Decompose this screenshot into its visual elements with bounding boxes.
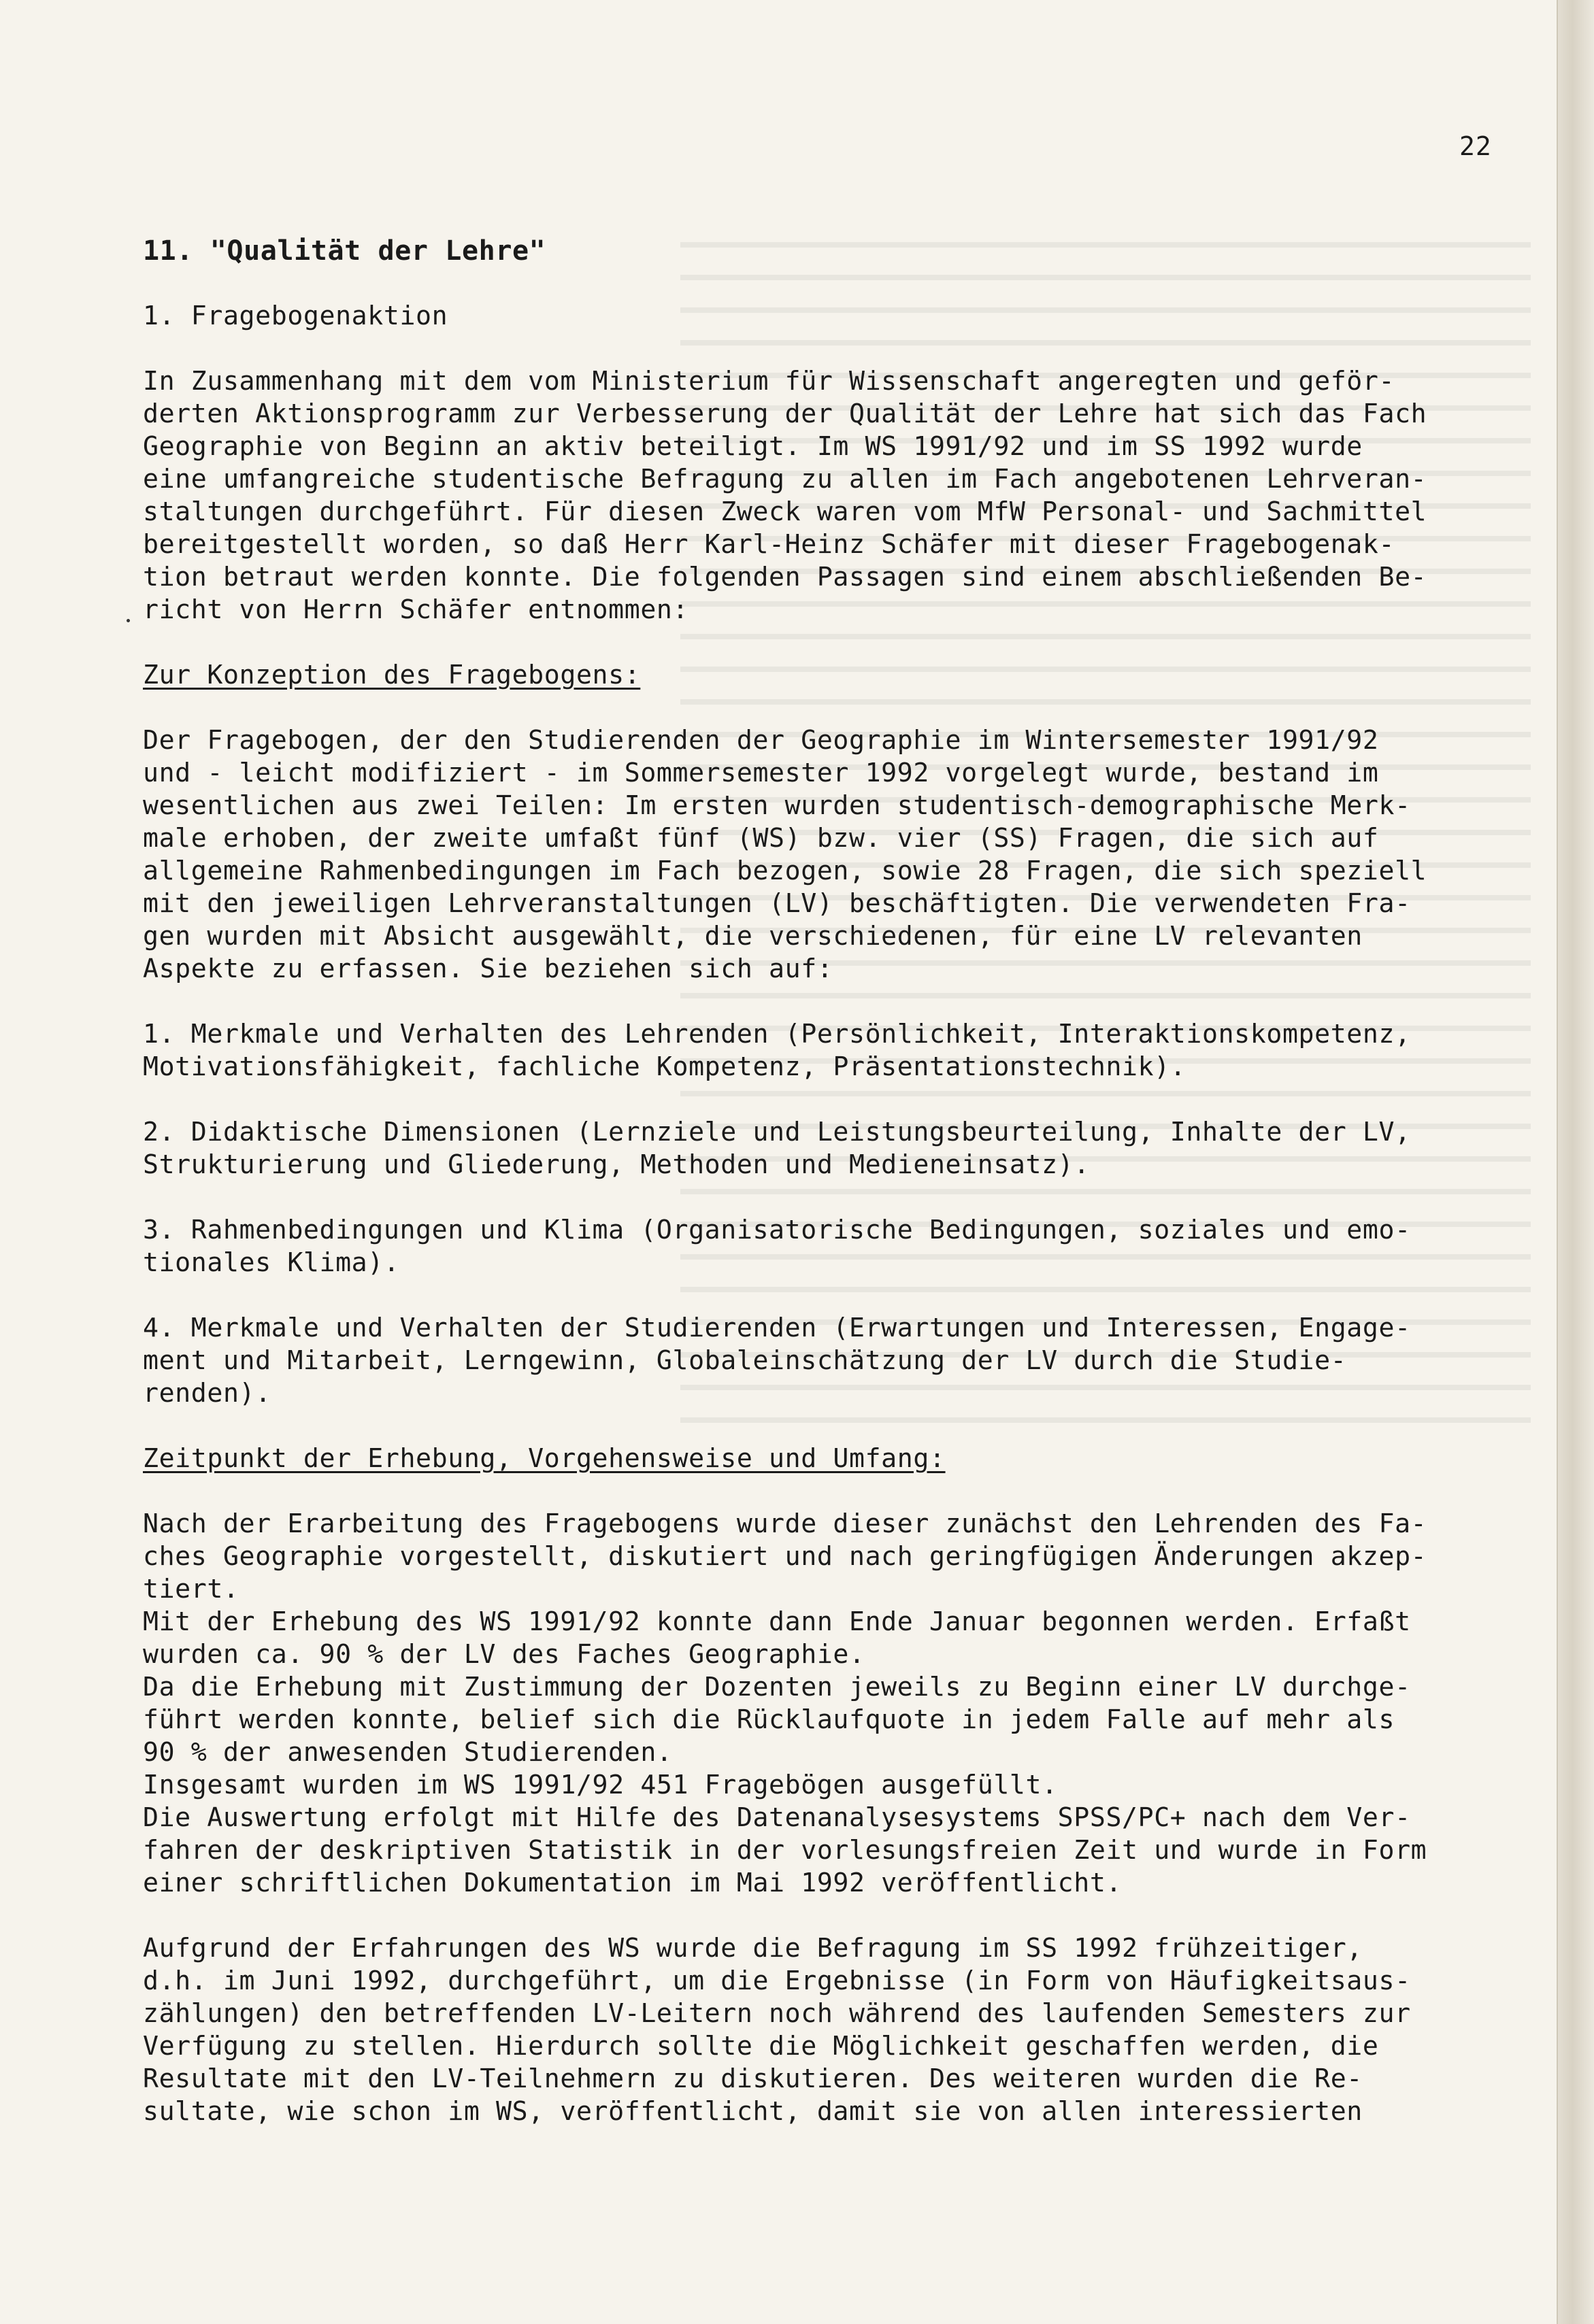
erhebung-line: Die Auswertung erfolgt mit Hilfe des Datenanalysesystems SPSS/PC+ nach dem Ver- fahren der deskriptiven Statistik in der vorlesungsfreien Zeit und wurde in Form einer schriftlichen Dokumentation im Mai 1992 veröffentlicht.	[143, 1803, 1427, 1898]
erhebung-line: Nach der Erarbeitung des Fragebogens wurde dieser zunächst den Lehrenden des Fa- ches Geographie vorgestellt, diskutiert und nach geringfügigen Änderungen akzep- tiert.	[143, 1509, 1427, 1604]
section-title-konzeption: Zur Konzeption des Fragebogens:	[143, 660, 641, 690]
erhebung-line: Da die Erhebung mit Zustimmung der Dozenten jeweils zu Beginn einer LV durchge- führt werden konnte, belief sich die Rücklaufquote in jedem Falle auf mehr als 90 % der anwesenden Studierenden.	[143, 1672, 1411, 1768]
page-number: 22	[1459, 131, 1492, 161]
erhebung-block	[143, 1508, 1497, 1900]
margin-dot	[127, 619, 130, 622]
list-item: 4. Merkmale und Verhalten der Studierenden (Erwartungen und Interessen, Engage- ment und Mitarbeit, Lerngewinn, Globaleinschätzung der LV durch die Studie- renden).	[143, 1313, 1411, 1409]
section-subheading: 1. Fragebogenaktion	[143, 301, 448, 331]
chapter-heading: 11. "Qualität der Lehre"	[143, 235, 546, 267]
list-item: 1. Merkmale und Verhalten des Lehrenden (Persönlichkeit, Interaktionskompetenz, Motivationsfähigkeit, fachliche Kompetenz, Präsentationstechnik).	[143, 1020, 1411, 1082]
page-edge-shadow	[1557, 0, 1594, 2324]
final-paragraph: Aufgrund der Erfahrungen des WS wurde die Befragung im SS 1992 frühzeitiger, d.h. im Juni 1992, durchgeführt, um die Ergebnisse (in Form von Häufigkeitsaus- zählungen) den betreffenden LV-Leitern noch während des laufenden Semesters zur Verfügung zu stellen. Hierdurch sollte die Möglichkeit geschaffen werden, die Resultate mit den LV-Teilnehmern zu diskutieren. Des weiteren wurden die Re- sultate, wie schon im WS, veröffentlicht, damit sie von allen interessierten	[143, 1934, 1411, 2127]
section-title-erhebung: Zeitpunkt der Erhebung, Vorgehensweise und Umfang:	[143, 1444, 946, 1474]
list-item: 2. Didaktische Dimensionen (Lernziele und Leistungsbeurteilung, Inhalte der LV, Strukturierung und Gliederung, Methoden und Medieneinsatz).	[143, 1117, 1411, 1180]
list-item: 3. Rahmenbedingungen und Klima (Organisatorische Bedingungen, soziales und emo- tionales Klima).	[143, 1215, 1411, 1278]
erhebung-line: Insgesamt wurden im WS 1991/92 451 Fragebögen ausgefüllt.	[143, 1770, 1058, 1800]
document-body	[143, 235, 1497, 2161]
intro-paragraph: In Zusammenhang mit dem vom Ministerium für Wissenschaft angeregten und geför- derten Aktionsprogramm zur Verbesserung der Qualität der Lehre hat sich das Fach Geographie von Beginn an aktiv beteiligt. Im WS 1991/92 und im SS 1992 wurde eine umfangreiche studentische Befragung zu allen im Fach angebotenen Lehrveran- staltungen durchgeführt. Für diesen Zweck waren vom MfW Personal- und Sachmittel bereitgestellt worden, so daß Herr Karl-Heinz Schäfer mit dieser Fragebogenak- tion betraut werden konnte. Die folgenden Passagen sind einem abschließenden Be- richt von Herrn Schäfer entnommen:	[143, 367, 1427, 625]
konzeption-paragraph: Der Fragebogen, der den Studierenden der Geographie im Wintersemester 1991/92 und - leicht modifiziert - im Sommersemester 1992 vorgelegt wurde, bestand im wesentlichen aus zwei Teilen: Im ersten wurden studentisch-demographische Merk- male erhoben, der zweite umfaßt fünf (WS) bzw. vier (SS) Fragen, die sich auf allgemeine Rahmenbedingungen im Fach bezogen, sowie 28 Fragen, die sich speziell mit den jeweiligen Lehrveranstaltungen (LV) beschäftigten. Die verwendeten Fra- gen wurden mit Absicht ausgewählt, die verschiedenen, für eine LV relevanten Aspekte zu erfassen. Sie beziehen sich auf:	[143, 726, 1427, 984]
erhebung-line: Mit der Erhebung des WS 1991/92 konnte dann Ende Januar begonnen werden. Erfaßt wurden ca. 90 % der LV des Faches Geographie.	[143, 1607, 1411, 1670]
